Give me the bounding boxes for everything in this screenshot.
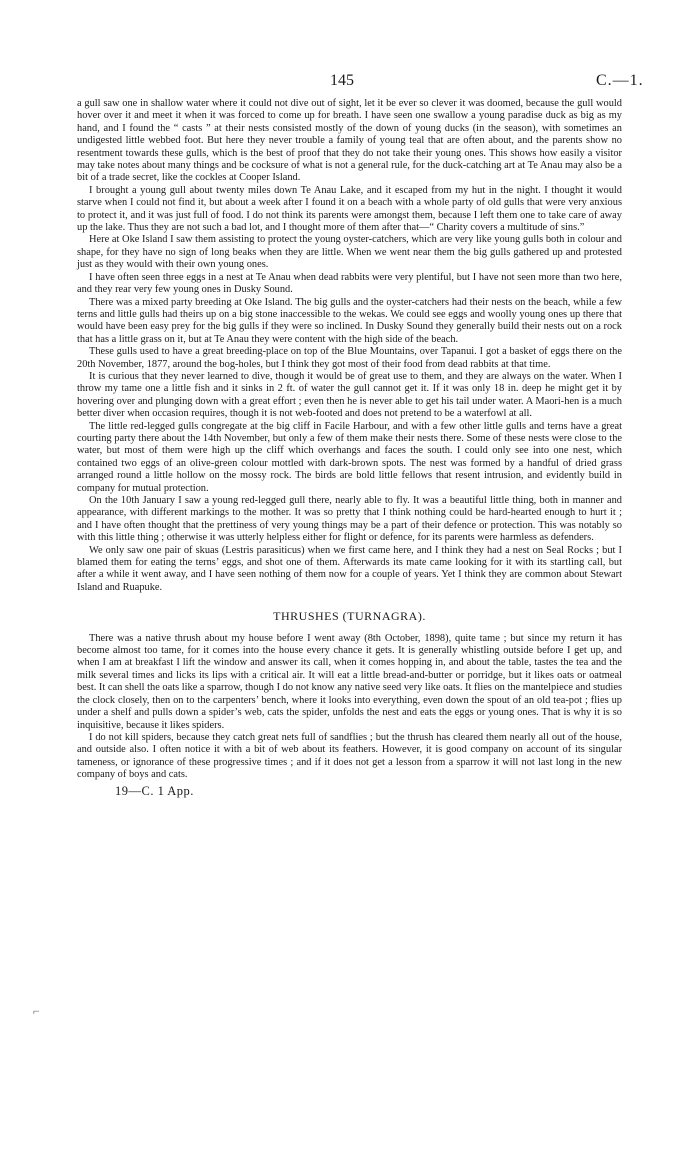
paragraph: I have often seen three eggs in a nest at Te Anau when dead rabbits were very plentiful, but I have not seen more than two here, and they rear very few young ones in Dusky Sound. [77, 271, 622, 296]
paragraph: There was a native thrush about my house before I went away (8th October, 1898), quite tame ; but since my return it has become almost too tame, for it comes into the house every chance it gets. It is generally whistling outside before I get up, and when I am at breakfast I lift the window and answer its call, when it comes hopping in, and about the table, tastes the tea and the milk several times and licks its lips with a critical air. It will eat a little bread-and-butter or porridge, but it likes oats or oatmeal best. It can shell the oats like a sparrow, though I do not know any native seed very like oats. It flies on the mantelpiece and studies the clock closely, then on to the carpenters’ bench, where it looks into everything, even down the spout of an old tea-pot ; flies up under a shelf and pulls down a spider’s web, cats the spider, unfolds the nest and eats the eggs or young ones. That is why it is so inquisitive, because it likes spiders. [77, 632, 622, 731]
paragraph: These gulls used to have a great breeding-place on top of the Blue Mountains, over Tapanui. I got a basket of eggs there on the 20th November, 1877, around the bog-holes, but I think they got most of their food from dead rabbits at that time. [77, 346, 622, 370]
paragraph: Here at Oke Island I saw them assisting to protect the young oyster-catchers, which are very like young gulls both in colour and shape, for they have no sign of long beaks when they are little. When we went near them the big gulls gathered up and protested just as they would with their own young ones. [77, 234, 622, 271]
paragraph: I do not kill spiders, because they catch great nets full of sandflies ; but the thrush has cleared them nearly all out of the house, and outside also. I often notice it with a bit of web about its feathers. However, it is good company on account of its singular tameness, or ignorance of these progressive times ; and if it does not get a lesson from a sparrow it will not last long in the new company of boys and cats. [77, 731, 622, 781]
paragraph: We only saw one pair of skuas (Lestris parasiticus) when we first came here, and I think they had a nest on Seal Rocks ; but I blamed them for eating the terns’ eggs, and shot one of them. Afterwards its mate came looking for it with its startling call, but after a while it went away, and I have seen nothing of them now for a couple of years. Yet I think they are common about Stewart Island and Ruapuke. [77, 544, 622, 593]
section-heading: THRUSHES (TURNAGRA). [273, 609, 426, 624]
page-number: 145 [330, 72, 354, 89]
body-text [77, 98, 622, 797]
paragraph: I brought a young gull about twenty miles down Te Anau Lake, and it escaped from my hut in the night. I thought it would starve when I could not find it, but about a week after I found it on a beach with a whole party of old gulls that were very anxious to protect it, and it was just full of food. I do not think its parents were amongst them, because I left them one to take care of away up the lake. Thus they are not such a bad lot, and I thought more of them after that—“ Charity covers a multitude of sins.” [77, 184, 622, 234]
footer-code: 19—C. 1 App. [115, 783, 194, 798]
paragraph: On the 10th January I saw a young red-legged gull there, nearly able to fly. It was a beautiful little thing, both in manner and appearance, with different markings to the mother. It was so pretty that I think nothing could be hard-hearted enough to hurt it ; and I have often thought that the prettiness of very young things may be a part of their defence or protection. This was notably so with this little thing ; otherwise it was utterly helpless either for flight or defence, for its parents were harmless as defenders. [77, 495, 622, 544]
margin-mark: ⌐ [33, 1004, 40, 1018]
paragraph: There was a mixed party breeding at Oke Island. The big gulls and the oyster-catchers had their nests on the beach, while a few terns and little gulls had theirs up on a big stone inaccessible to the wekas. We could see eggs and woolly young ones up there that would have been easy prey for the big gulls if they were so inclined. In Dusky Sound they generally build their nests out on a rock that has a little grass on it, but at Te Anau they were content with the high side of the beach. [77, 296, 622, 345]
page-header [0, 72, 700, 92]
paragraph: a gull saw one in shallow water where it could not dive out of sight, let it be ever so clever it was doomed, because the gull would hover over it and meet it when it was forced to come up for breath. I have seen one swallow a young paradise duck as big as my hand, and I found the “ casts ” at their nests consisted mostly of the down of young ducks (in the season), with sometimes an undigested little webbed foot. But here they never trouble a family of young teal that are often about, and the parents show no resentment towards these gulls, which is the best of proof that they do not take their young ones. This shows how easily a visitor may take notes about many things and be cocksure of what is not a general rule, for the duck-catching art at Te Anau may also be a bit of a trade secret, like the cockles at Cooper Island. [77, 98, 622, 184]
paragraph: The little red-legged gulls congregate at the big cliff in Facile Harbour, and with a few other little gulls and terns have a great courting party there about the 14th November, but only a few of them make their nests there. Some of these nests were close to the water, but most of them were high up the cliff which overhangs and faces the south. I could only see into one nest, which contained two eggs of an olive-green colour mottled with dark-brown spots. The nest was formed by a handful of dried grass arranged round a little hollow on the mossy rock. The birds are bold little fellows that resent intrusion, and evidently build in company for mutual protection. [77, 420, 622, 494]
section-code: C.—1. [596, 72, 644, 89]
paragraph: It is curious that they never learned to dive, though it would be of great use to them, and they are always on the water. When I throw my tame one a little fish and it sinks in 2 ft. of water the gull cannot get it. If it was only 18 in. deep he might get it by hovering over and plunging down with a great effort ; even then he is never able to get his tail under water. A Maori-hen is a much better diver when occasion requires, though it is not web-footed and does not pretend to be a waterfowl at all. [77, 370, 622, 420]
